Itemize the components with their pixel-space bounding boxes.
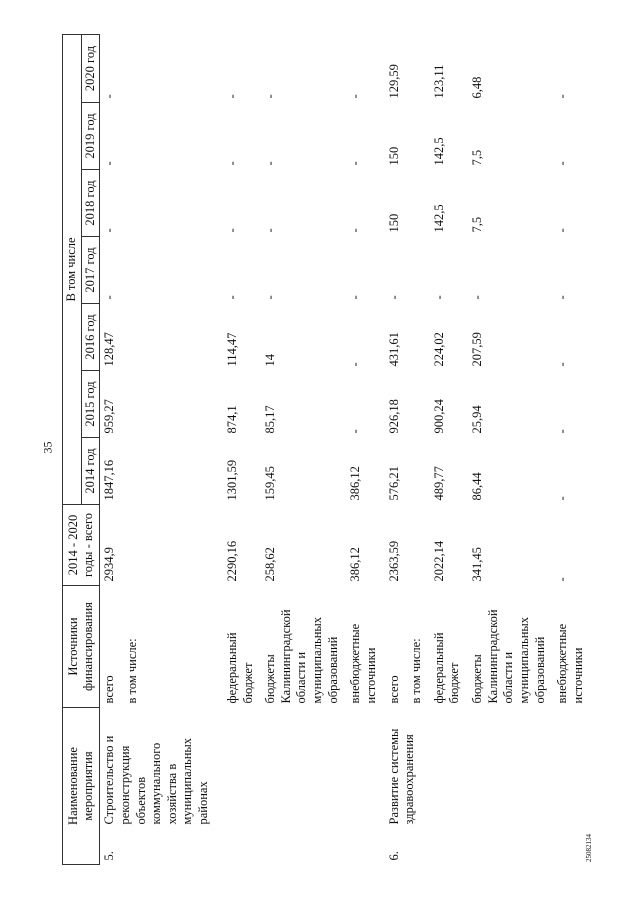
total-cell: - (555, 577, 570, 582)
year-cell: 150 (386, 213, 401, 233)
rotated-table-container (62, 35, 622, 865)
year-cell (123, 438, 223, 505)
year-cell: 926,18 (386, 399, 401, 434)
source-label: внебюджетные источники (555, 623, 585, 704)
source-label: бюджеты Калининградской области и муниципальных образований (263, 609, 340, 704)
year-cell: 959,27 (102, 399, 117, 434)
year-cell (407, 34, 430, 102)
year-cell: - (555, 429, 570, 434)
year-cell: 159,45 (263, 466, 278, 501)
year-cell: - (470, 295, 484, 300)
year-cell: - (224, 228, 239, 233)
year-cell: 85,17 (263, 405, 278, 434)
year-cell: 150 (386, 146, 401, 166)
source-label: федеральный бюджет (224, 632, 255, 704)
year-cell: - (348, 228, 363, 233)
year-cell: - (224, 94, 239, 99)
header-including: В том числе (63, 34, 82, 504)
source-label: всего (102, 675, 117, 704)
year-cell: - (555, 295, 570, 300)
total-cell: 2934,9 (102, 547, 117, 582)
header-year: 2016 год (81, 304, 100, 371)
year-cell: 114,47 (224, 332, 239, 367)
year-cell: 6,48 (470, 76, 484, 99)
year-cell: 900,24 (431, 399, 446, 434)
year-cell: 1301,59 (224, 459, 239, 501)
total-cell: 258,62 (263, 547, 278, 582)
year-cell: - (102, 295, 117, 300)
year-cell: 123,11 (431, 64, 446, 99)
total-cell (407, 505, 430, 586)
year-cell: 129,59 (386, 64, 401, 99)
year-cell (407, 237, 430, 304)
year-cell: 874,1 (224, 405, 239, 434)
year-cell: 224,02 (431, 332, 446, 367)
year-cell: 386,12 (348, 466, 363, 501)
header-sources: Источники финансирования (63, 586, 100, 708)
year-cell: - (555, 228, 570, 233)
year-cell: - (555, 161, 570, 166)
year-cell: 7,5 (470, 149, 484, 166)
source-label: федеральный бюджет (431, 632, 462, 704)
header-year: 2014 год (81, 438, 100, 505)
financing-table (62, 34, 591, 865)
year-cell: - (263, 295, 278, 300)
header-year: 2019 год (81, 103, 100, 170)
year-cell (123, 34, 223, 102)
page-number: 35 (40, 441, 55, 454)
header-year: 2018 год (81, 170, 100, 237)
year-cell: - (386, 295, 401, 300)
year-cell (123, 371, 223, 438)
total-cell: 2363,59 (386, 540, 401, 582)
year-cell (123, 170, 223, 237)
header-year: 2020 год (81, 34, 100, 102)
header-year: 2017 год (81, 237, 100, 304)
year-cell: 576,21 (386, 466, 401, 501)
source-label: в том числе: (124, 638, 139, 704)
year-cell: - (102, 161, 117, 166)
year-cell (407, 170, 430, 237)
year-cell (123, 304, 223, 371)
header-name: Наименование мероприятия (63, 708, 100, 865)
total-cell (123, 505, 223, 586)
year-cell: - (555, 94, 570, 99)
document-id: 25082134 (585, 834, 593, 862)
year-cell: - (348, 295, 363, 300)
year-cell: - (224, 295, 239, 300)
total-cell: 341,45 (470, 547, 484, 582)
year-cell: 86,44 (470, 472, 484, 501)
year-cell: - (263, 94, 278, 99)
year-cell: - (348, 161, 363, 166)
year-cell: 128,47 (102, 332, 117, 367)
year-cell: 142,5 (431, 137, 446, 166)
year-cell: - (555, 496, 570, 501)
year-cell: - (431, 295, 446, 300)
measure-name: Строительство и реконструкция объектов коммунального хозяйства в муниципальных районах (102, 735, 210, 825)
year-cell: 14 (263, 354, 278, 367)
year-cell: 489,77 (431, 466, 446, 501)
year-cell (407, 304, 430, 371)
year-cell: - (263, 228, 278, 233)
source-label: в том числе: (409, 638, 424, 704)
header-year: 2015 год (81, 371, 100, 438)
total-cell: 2022,14 (431, 540, 446, 582)
year-cell (407, 103, 430, 170)
year-cell (407, 371, 430, 438)
year-cell: - (102, 228, 117, 233)
year-cell: 207,59 (470, 332, 484, 367)
total-cell: 386,12 (348, 547, 363, 582)
year-cell: - (348, 94, 363, 99)
year-cell (407, 438, 430, 505)
source-label: внебюджетные источники (348, 623, 378, 704)
year-cell: - (263, 161, 278, 166)
row-number: 5. (102, 851, 117, 861)
year-cell: - (224, 161, 239, 166)
year-cell: - (555, 362, 570, 367)
year-cell (123, 237, 223, 304)
total-cell: 2290,16 (224, 540, 239, 582)
year-cell: - (348, 429, 363, 434)
year-cell: 25,94 (470, 405, 484, 434)
year-cell: 142,5 (431, 204, 446, 233)
measure-name: Развитие системы здравоохранения (386, 728, 417, 825)
year-cell: 431,61 (386, 332, 401, 367)
source-label: всего (386, 675, 401, 704)
year-cell: 7,5 (470, 216, 484, 233)
source-label: бюджеты Калининградской области и муниципальных образований (470, 609, 547, 704)
year-cell (123, 103, 223, 170)
year-cell: - (102, 94, 117, 99)
year-cell: - (348, 362, 363, 367)
year-cell: 1847,16 (102, 459, 117, 501)
header-total: 2014 - 2020 годы - всего (63, 505, 100, 586)
row-number: 6. (386, 851, 401, 861)
